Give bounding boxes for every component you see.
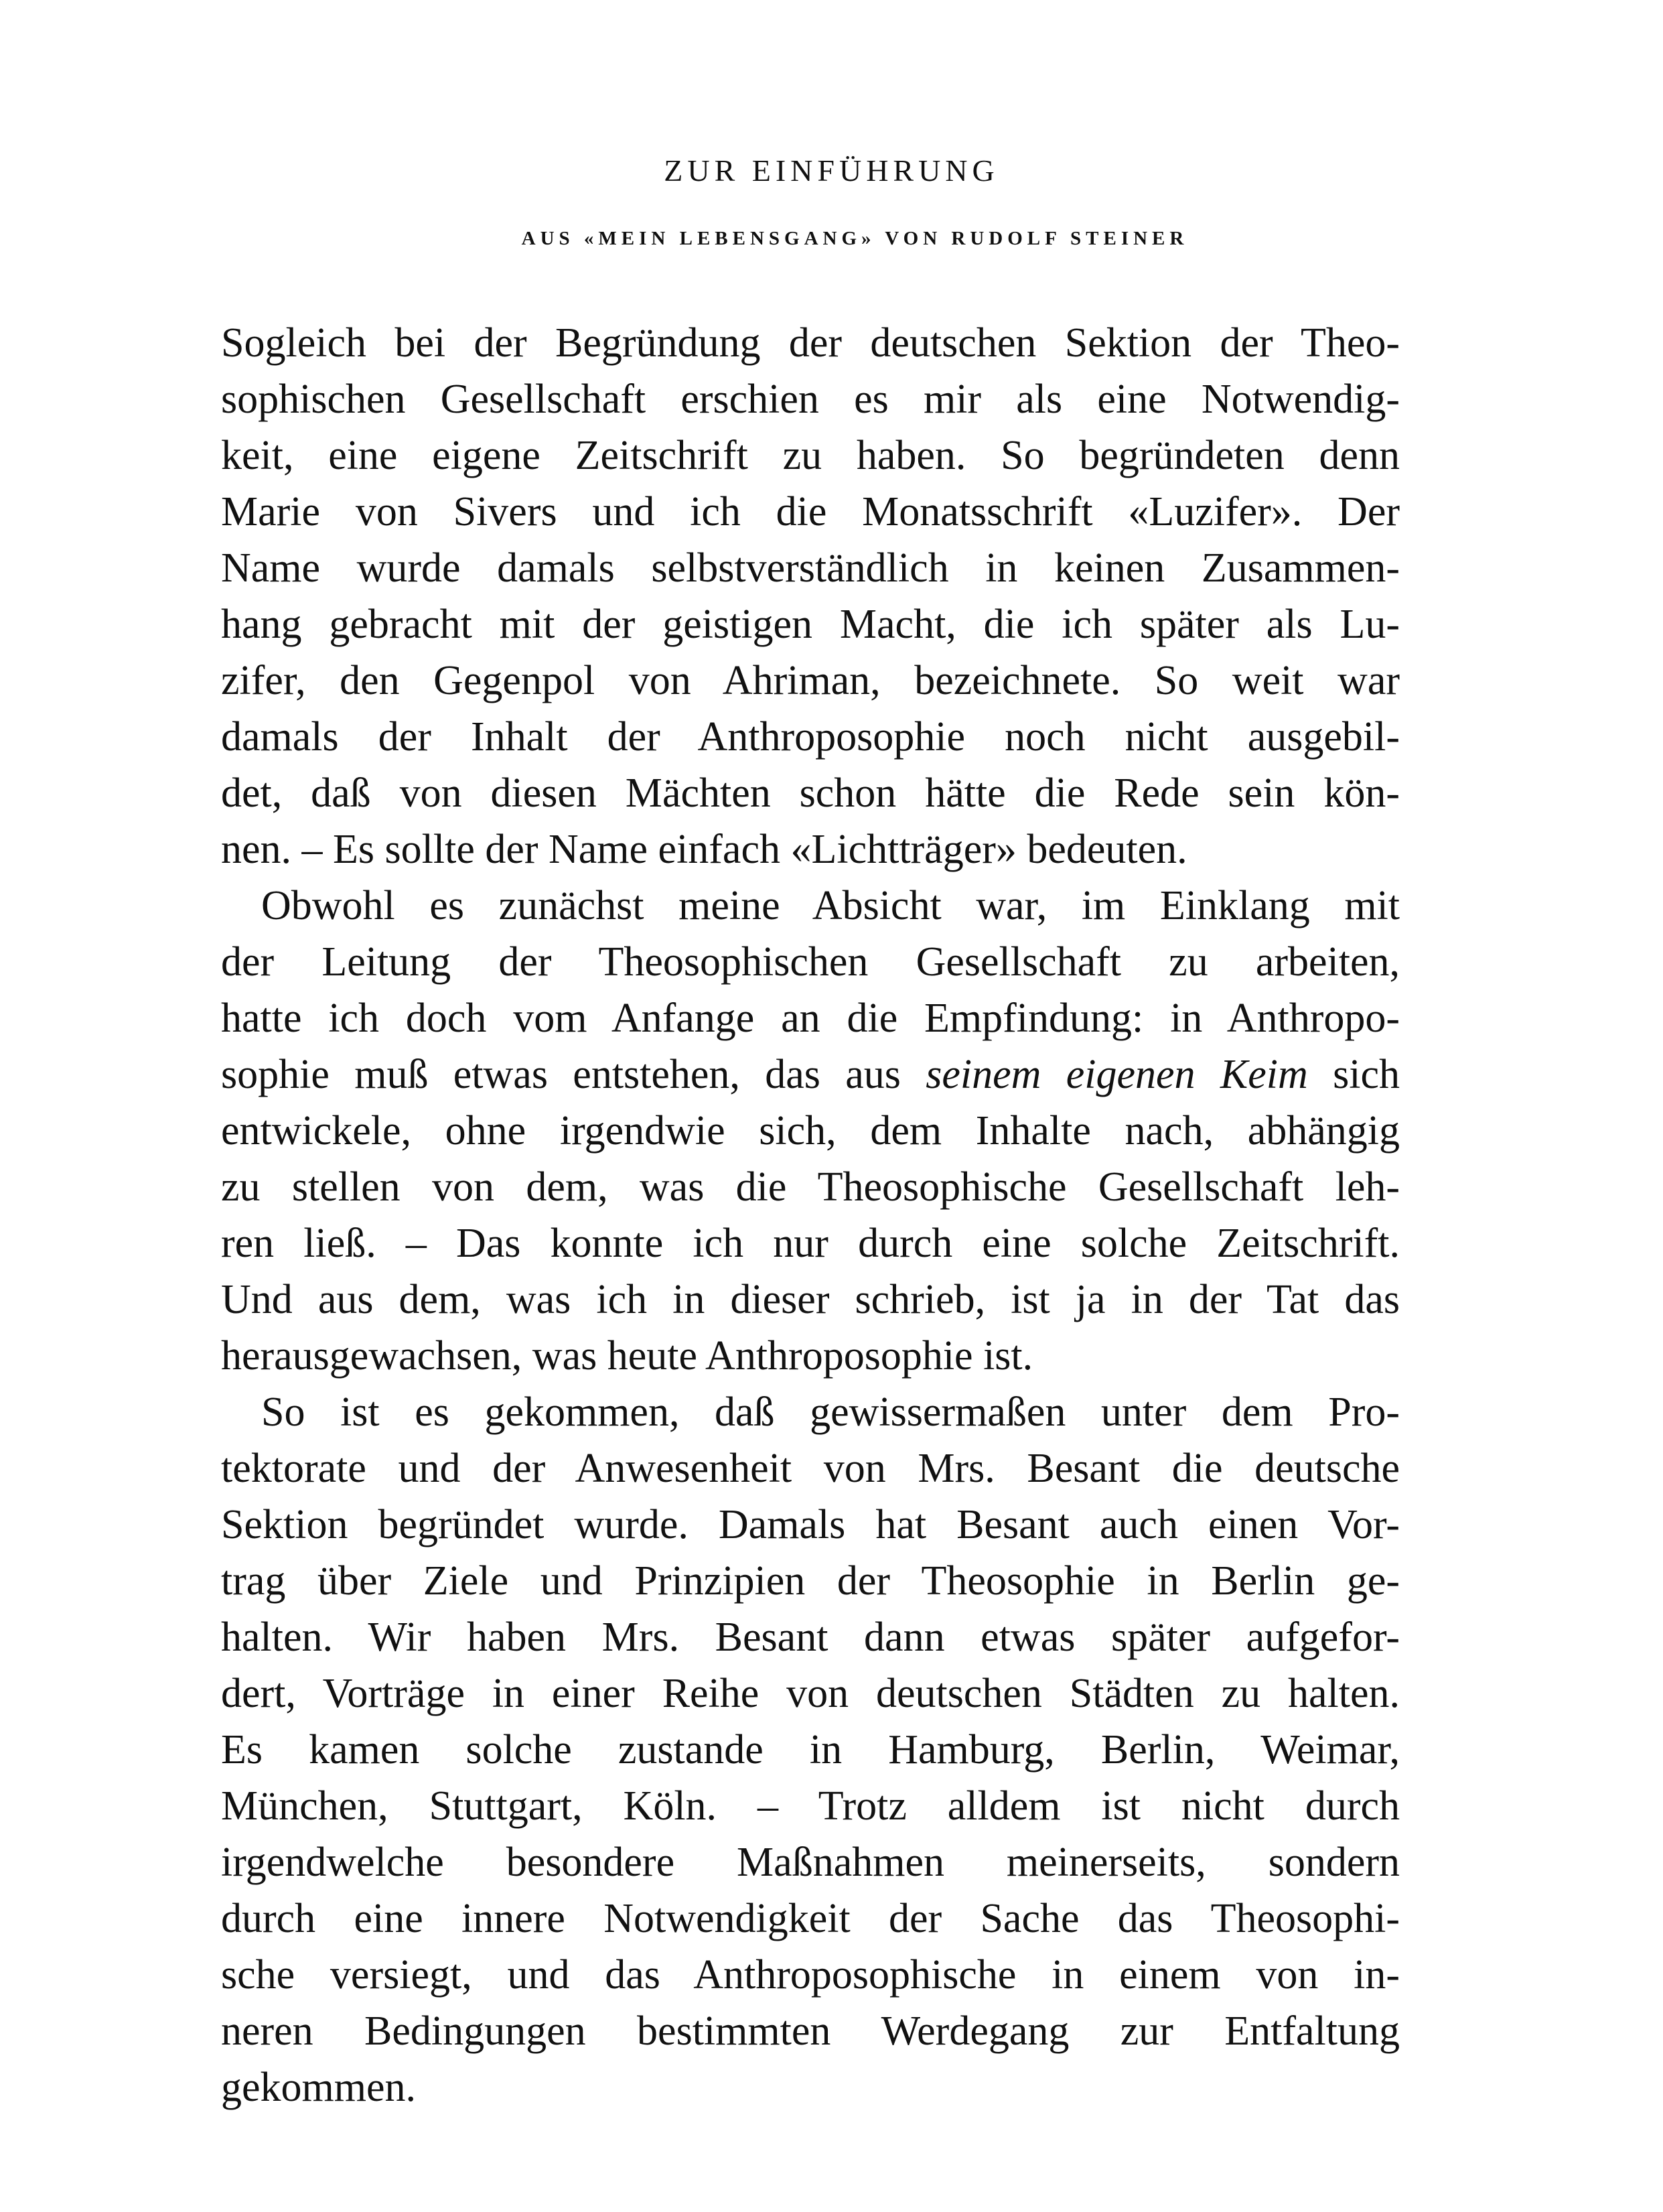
text-segment: sophie muß etwas entstehen, das aus — [221, 1052, 926, 1097]
text-line: irgendwelche besondere Maßnahmen meinerseits, sondern — [221, 1840, 1400, 1885]
text-line: Name wurde damals selbstverständlich in keinen Zusammen- — [221, 545, 1400, 591]
text-line: Und aus dem, was ich in dieser schrieb, ist ja in der Tat das — [221, 1277, 1400, 1322]
text-line: Sektion begründet wurde. Damals hat Besant auch einen Vor- — [221, 1502, 1400, 1547]
text-segment: sich — [1307, 1052, 1400, 1097]
text-line: entwickele, ohne irgendwie sich, dem Inhalte nach, abhängig — [221, 1108, 1400, 1154]
text-line: damals der Inhalt der Anthroposophie noch nicht ausgebil- — [221, 714, 1400, 760]
text-line: sophischen Gesellschaft erschien es mir als eine Notwendig- — [221, 376, 1400, 422]
text-line: dert, Vorträge in einer Reihe von deutschen Städten zu halten. — [221, 1671, 1400, 1716]
text-line: trag über Ziele und Prinzipien der Theosophie in Berlin ge- — [221, 1558, 1400, 1604]
text-line: gekommen. — [221, 2065, 416, 2110]
chapter-subheading: AUS «MEIN LEBENSGANG» VON RUDOLF STEINER — [521, 228, 1189, 249]
paragraph-3 — [221, 1384, 1400, 2116]
text-line: sche versiegt, und das Anthroposophische in einem von in- — [221, 1952, 1400, 1998]
body-text — [221, 315, 1400, 2116]
text-line-emphasis — [221, 1046, 1400, 1103]
text-line: ren ließ. – Das konnte ich nur durch eine solche Zeitschrift. — [221, 1221, 1400, 1266]
text-line: Obwohl es zunächst meine Absicht war, im Einklang mit — [261, 883, 1400, 928]
text-line: der Leitung der Theosophischen Gesellschaft zu arbeiten, — [221, 939, 1400, 985]
text-line: Marie von Sivers und ich die Monatsschrift «Luzifer». Der — [221, 489, 1400, 535]
chapter-heading: ZUR EINFÜHRUNG — [664, 153, 999, 188]
text-line: hatte ich doch vom Anfange an die Empfindung: in Anthropo- — [221, 995, 1400, 1041]
text-line: det, daß von diesen Mächten schon hätte die Rede sein kön- — [221, 770, 1400, 816]
text-line: Es kamen solche zustande in Hamburg, Berlin, Weimar, — [221, 1727, 1400, 1773]
paragraph-2 — [221, 878, 1400, 1384]
text-line: zu stellen von dem, was die Theosophische Gesellschaft leh- — [221, 1164, 1400, 1210]
emphasized-phrase: seinem eigenen Keim — [926, 1052, 1308, 1097]
text-line: München, Stuttgart, Köln. – Trotz alldem ist nicht durch — [221, 1783, 1400, 1829]
text-line: durch eine innere Notwendigkeit der Sache das Theosophi- — [221, 1896, 1400, 1941]
text-line: neren Bedingungen bestimmten Werdegang zur Entfaltung — [221, 2008, 1400, 2054]
paragraph-1 — [221, 315, 1400, 878]
text-line: halten. Wir haben Mrs. Besant dann etwas später aufgefor- — [221, 1614, 1400, 1660]
text-line: zifer, den Gegenpol von Ahriman, bezeichnete. So weit war — [221, 658, 1400, 703]
text-line: tektorate und der Anwesenheit von Mrs. Besant die deutsche — [221, 1446, 1400, 1491]
text-line: herausgewachsen, was heute Anthroposophie ist. — [221, 1333, 1033, 1379]
text-line: hang gebracht mit der geistigen Macht, die ich später als Lu- — [221, 602, 1400, 647]
text-line: So ist es gekommen, daß gewissermaßen unter dem Pro- — [261, 1389, 1400, 1435]
text-line: nen. – Es sollte der Name einfach «Lichtträger» bedeuten. — [221, 827, 1187, 872]
text-line: keit, eine eigene Zeitschrift zu haben. So begründeten denn — [221, 433, 1400, 478]
text-line: Sogleich bei der Begründung der deutschen Sektion der Theo- — [221, 320, 1400, 366]
